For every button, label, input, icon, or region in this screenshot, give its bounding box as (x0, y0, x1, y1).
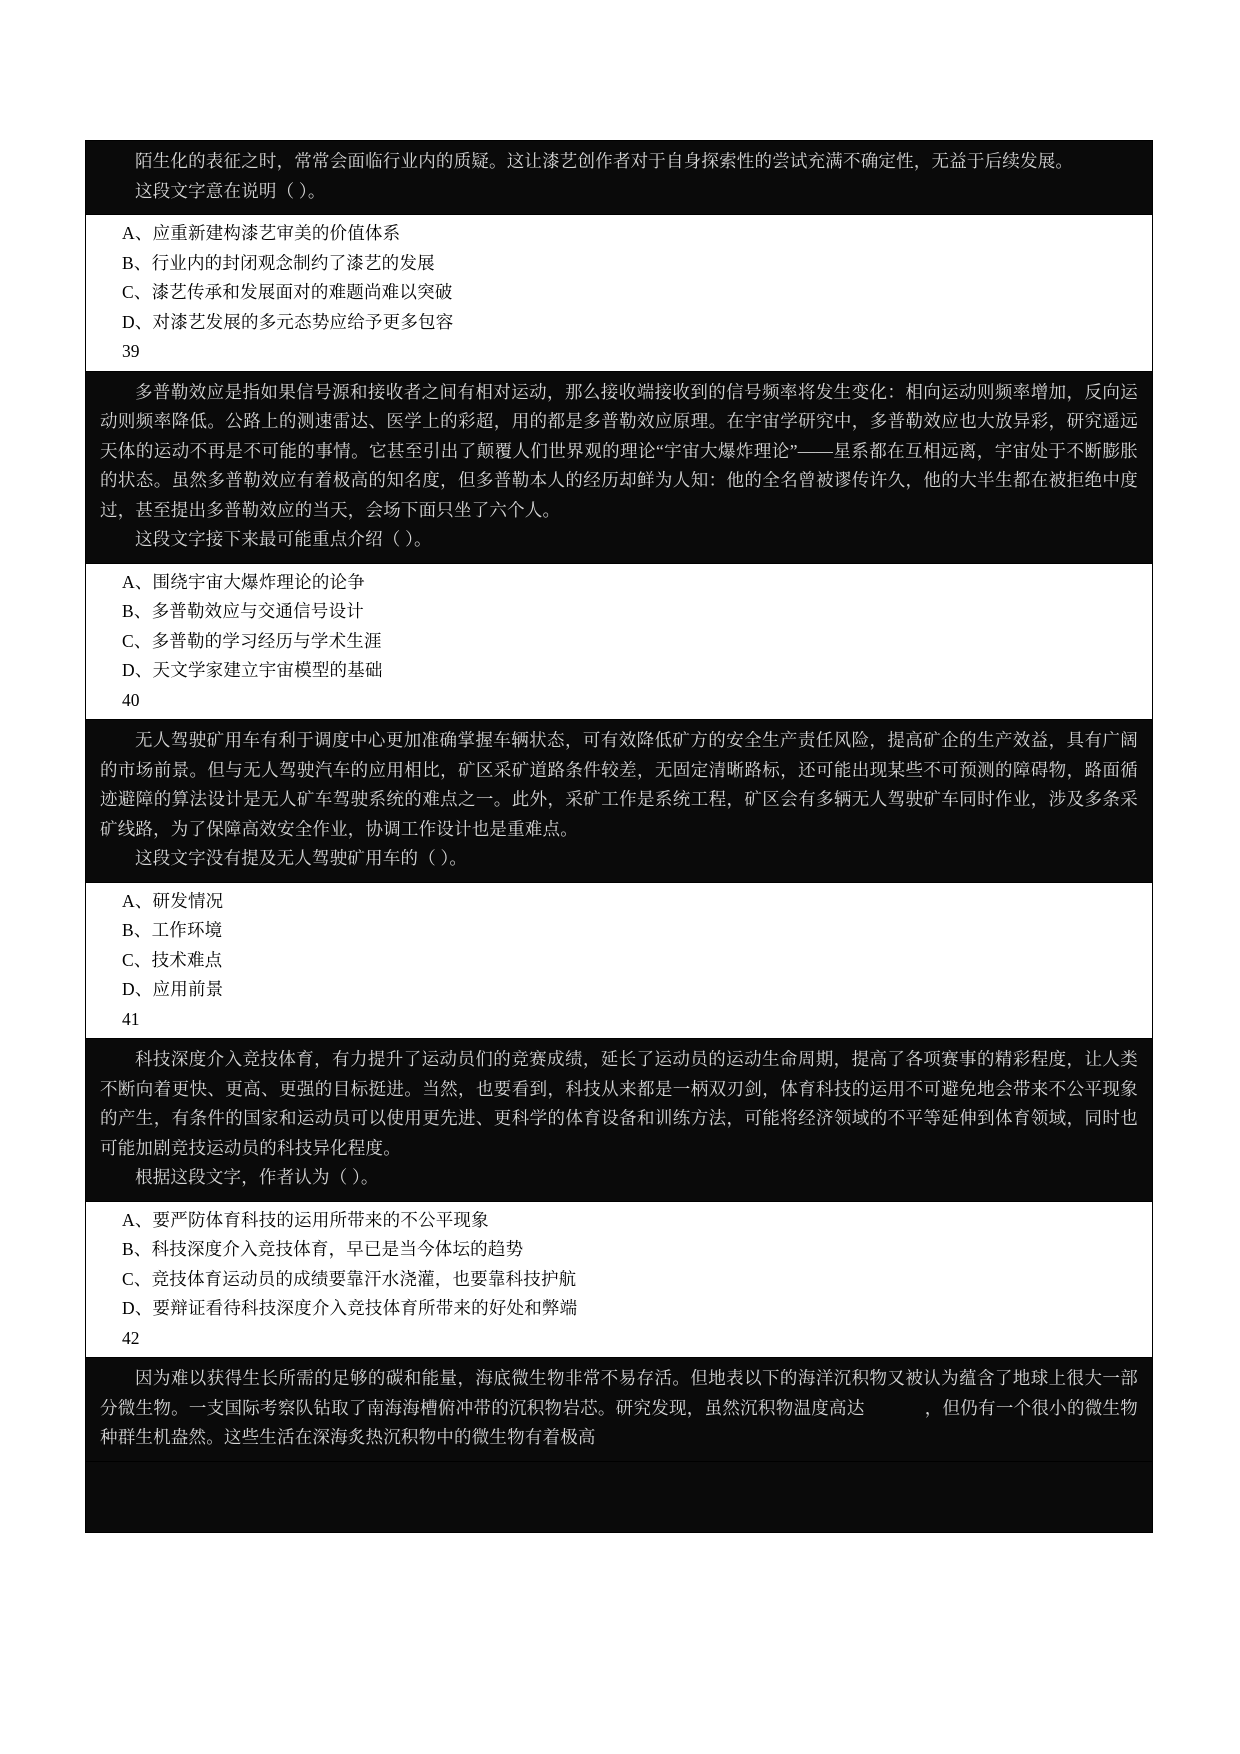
passage-block (86, 141, 1152, 215)
page-bottom-redaction (86, 1462, 1152, 1533)
exam-content-frame (85, 140, 1153, 1533)
question-number: 41 (122, 1008, 140, 1029)
passage-text: 陌生化的表征之时，常常会面临行业内的质疑。这让漆艺创作者对于自身探索性的尝试充满不确定性，无益于后续发展。 (135, 151, 1074, 171)
option-d[interactable]: D、对漆艺发展的多元态势应给予更多包容 (122, 311, 454, 332)
passage-block-partial (86, 1358, 1152, 1462)
passage-text-partial (100, 1364, 1138, 1453)
passage-block (86, 1039, 1152, 1202)
option-d[interactable]: D、天文学家建立宇宙模型的基础 (122, 660, 383, 680)
option-d[interactable]: D、要辩证看待科技深度介入竞技体育所带来的好处和弊端 (122, 1298, 578, 1318)
question-stem: 这段文字接下来最可能重点介绍（ ）。 (135, 529, 432, 549)
question-number: 40 (122, 689, 140, 710)
passage-block (86, 372, 1152, 564)
option-b[interactable]: B、工作环境 (122, 920, 223, 940)
option-a[interactable]: A、研发情况 (122, 890, 224, 911)
option-b[interactable]: B、行业内的封闭观念制约了漆艺的发展 (122, 252, 435, 273)
option-a[interactable]: A、围绕宇宙大爆炸理论的论争 (122, 571, 365, 592)
option-c[interactable]: C、技术难点 (122, 949, 223, 970)
option-c[interactable]: C、多普勒的学习经历与学术生涯 (122, 630, 382, 651)
passage-text: 科技深度介入竞技体育，有力提升了运动员们的竞赛成绩，延长了运动员的运动生命周期，提高了各项赛事的精彩程度，让人类不断向着更快、更高、更强的目标挺进。当然，也要看到，科技从来都是一柄双刃剑，体育科技的运用不可避免地会带来不公平现象的产生，有条件的国家和运动员可以使用更先进、更科学的体育设备和训练方法，可能将经济领域的不平等延伸到体育领域，同时也可能加剧竞技运动员的科技异化程度。 (100, 1049, 1138, 1158)
option-a[interactable]: A、应重新建构漆艺审美的价值体系 (122, 223, 401, 243)
options-block (86, 564, 1152, 721)
question-stem: 这段文字意在说明（ ）。 (135, 180, 326, 201)
option-d[interactable]: D、应用前景 (122, 979, 224, 999)
option-c[interactable]: C、竞技体育运动员的成绩要靠汗水浇灌，也要靠科技护航 (122, 1268, 577, 1289)
question-stem: 这段文字没有提及无人驾驶矿用车的（ ）。 (135, 848, 468, 868)
passage-text-after: ，但仍有一个很小的微生物种群生机盎然。这些生活在深海炙热沉积物中的微生物有着极高 (100, 1397, 1138, 1447)
passage-text: 多普勒效应是指如果信号源和接收者之间有相对运动，那么接收端接收到的信号频率将发生变化：相向运动则频率增加，反向运动则频率降低。公路上的测速雷达、医学上的彩超，用的都是多普勒效应原理。在宇宙学研究中，多普勒效应也大放异彩，研究遥远天体的运动不再是不可能的事情。它甚至引出了颠覆人们世界观的理论“宇宙大爆炸理论”——星系都在互相远离，宇宙处于不断膨胀的状态。虽然多普勒效应有着极高的知名度，但多普勒本人的经历却鲜为人知：他的全名曾被谬传许久，他的大半生都在被拒绝中度过，甚至提出多普勒效应的当天，会场下面只坐了六个人。 (100, 381, 1138, 520)
passage-text-before: 因为难以获得生长所需的足够的碳和能量，海底微生物非常不易存活。但地表以下的海洋沉积物又被认为蕴含了地球上很大一部分微生物。一支国际考察队钻取了南海海槽俯冲带的沉积物岩芯。研究发现，虽然沉积物温度高达 (100, 1368, 1138, 1418)
question-number: 42 (122, 1327, 140, 1348)
redacted-value (865, 1400, 925, 1418)
option-a[interactable]: A、要严防体育科技的运用所带来的不公平现象 (122, 1209, 489, 1230)
option-b[interactable]: B、科技深度介入竞技体育，早已是当今体坛的趋势 (122, 1239, 524, 1259)
options-block (86, 215, 1152, 372)
passage-text: 无人驾驶矿用车有利于调度中心更加准确掌握车辆状态，可有效降低矿方的安全生产责任风险，提高矿企的生产效益，具有广阔的市场前景。但与无人驾驶汽车的应用相比，矿区采矿道路条件较差，无固定清晰路标，还可能出现某些不可预测的障碍物，路面循迹避障的算法设计是无人矿车驾驶系统的难点之一。此外，采矿工作是系统工程，矿区会有多辆无人驾驶矿车同时作业，涉及多条采矿线路，为了保障高效安全作业，协调工作设计也是重难点。 (100, 730, 1138, 839)
passage-block (86, 720, 1152, 883)
question-number: 39 (122, 341, 140, 361)
options-block (86, 883, 1152, 1040)
option-c[interactable]: C、漆艺传承和发展面对的难题尚难以突破 (122, 282, 453, 302)
options-block (86, 1202, 1152, 1359)
question-stem: 根据这段文字，作者认为（ ）。 (135, 1167, 379, 1187)
option-b[interactable]: B、多普勒效应与交通信号设计 (122, 601, 364, 621)
